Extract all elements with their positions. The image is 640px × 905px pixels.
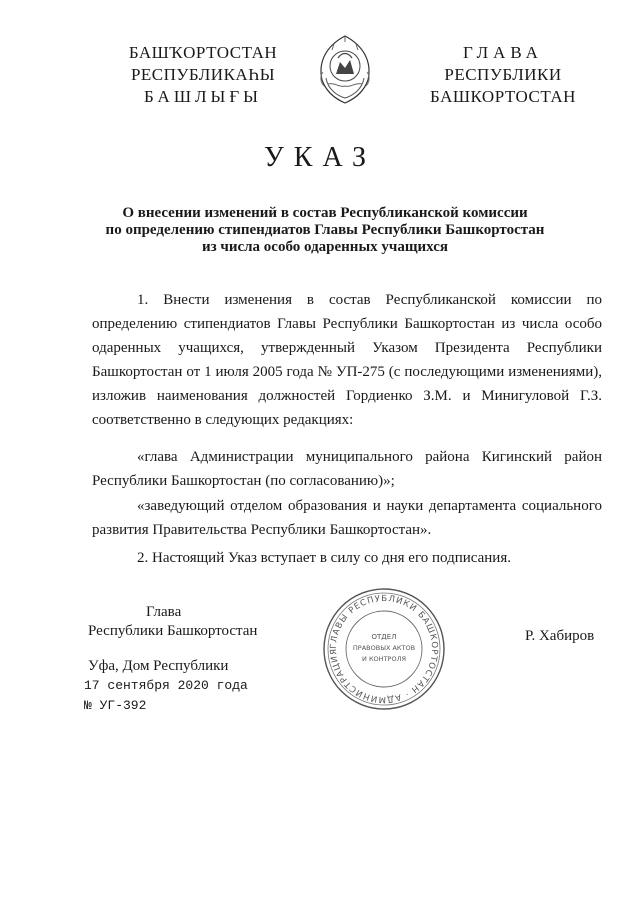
document-title: УКАЗ	[263, 142, 377, 173]
official-seal-stamp	[320, 585, 448, 713]
header-left-bashkir	[118, 42, 288, 108]
header-right-russian	[418, 42, 588, 108]
header-left-line1: БАШҠОРТОСТАН	[128, 43, 278, 62]
subject-line3: из числа особо одаренных учащихся	[201, 239, 449, 255]
header-left-line3: БАШЛЫҒЫ	[144, 87, 262, 106]
date-and-number	[84, 676, 248, 716]
subject-line1: О внесении изменений в состав Республиканской комиссии	[122, 205, 528, 221]
position-line1: Глава	[146, 604, 182, 620]
subject-line2: по определению стипендиатов Главы Республики Башкортостан	[105, 222, 545, 238]
seal-ring-text: ГЛАВЫ РЕСПУБЛИКИ БАШКОРТОСТАН · АДМИНИСТРАЦИЯ	[328, 593, 440, 705]
decree-number: № УГ-392	[84, 698, 147, 713]
paragraph-2: 2. Настоящий Указ вступает в силу со дня его подписания.	[137, 550, 511, 566]
seal-center-line1: ОТДЕЛ	[371, 633, 397, 641]
quote-2: «заведующий отделом образования и науки департамента социального развития Правительства Республики Башкортостан».	[92, 498, 602, 538]
header-left-line2: РЕСПУБЛИКАҺЫ	[130, 65, 276, 84]
header-right-line1: ГЛАВА	[463, 43, 543, 62]
seal-center-line2: ПРАВОВЫХ АКТОВ	[352, 644, 416, 652]
signing-place: Уфа, Дом Республики	[88, 658, 229, 674]
position-line2: Республики Башкортостан	[88, 623, 258, 639]
paragraph-1: 1. Внести изменения в состав Республиканской комиссии по определению стипендиатов Главы Республики Башкортостан из числа особо одаренных учащихся, утвержденный Указом Президента Республики Башкортостан от 1 июля 2005 года № УП-275 (с последующими изменениями), изложив наименования должностей Гордиенко З.М. и Минигуловой Г.З. соответственно в следующих редакциях:	[92, 292, 602, 428]
header-right-line2: РЕСПУБЛИКИ	[444, 65, 562, 84]
signing-date: 17 сентября 2020 года	[84, 678, 248, 693]
quote-1: «глава Администрации муниципального района Кигинский район Республики Башкортостан (по согласованию)»;	[92, 449, 602, 489]
signatory-name: Р. Хабиров	[525, 628, 595, 644]
header-right-line3: БАШКОРТОСТАН	[430, 87, 576, 106]
seal-center-line3: И КОНТРОЛЯ	[362, 655, 406, 663]
document-subject	[90, 205, 560, 256]
coat-of-arms-icon	[314, 32, 376, 106]
signatory-position	[88, 603, 257, 641]
